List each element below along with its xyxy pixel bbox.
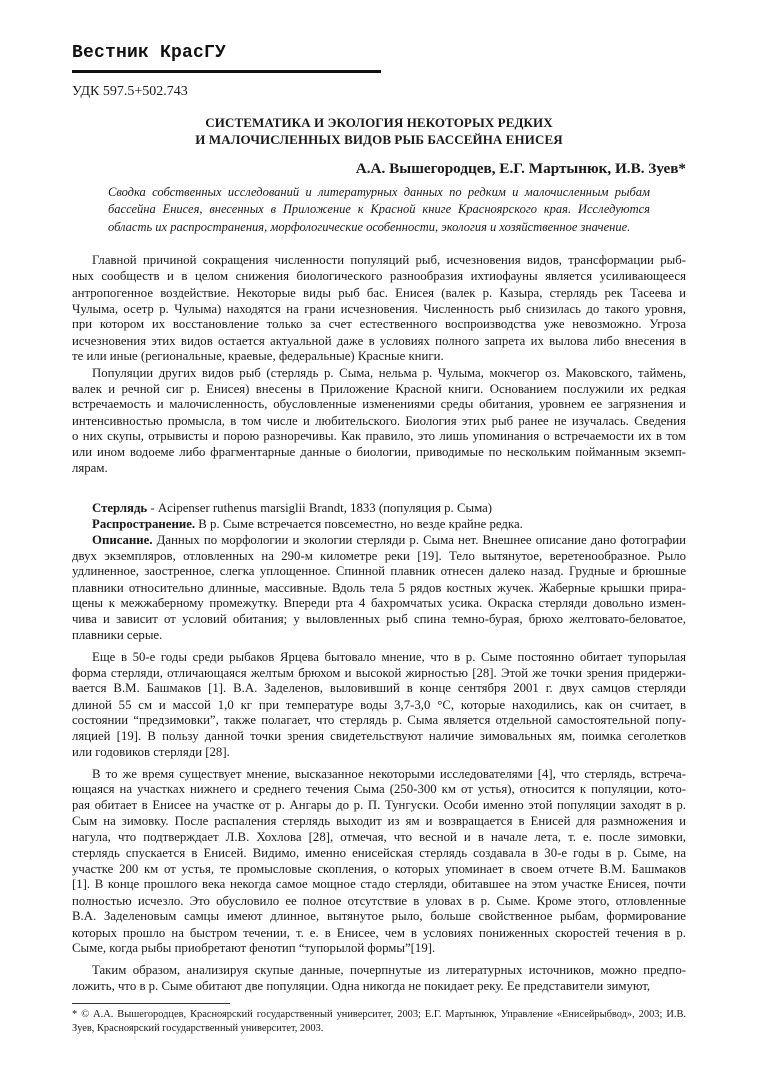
body-line: ложить, что в р. Сыме обитают две популяции. Одна никогда не покидает реку. Ее представители зимуют, (72, 979, 651, 993)
body-line: состоянии “предзимовки”, также полагает, что стерлядь р. Сыма является отдельной самостоятельной попу- (72, 713, 686, 728)
body-line: двух экземпляров, отловленных на 290-м километре реки [19]. Тело вытянутое, веретенообразное. Рыло (72, 548, 686, 563)
body-line: Сыме, когда рыбы приобретают фенотип “тупорылой формы”[19]. (72, 940, 436, 955)
body-line: нагула, что подтверждает Л.В. Хохлова [28], отмечая, что весной и в начале лета, т. е. после зимовки, (72, 830, 686, 845)
header-rule (72, 70, 381, 73)
body-line: форма стерляди, отличающаяся желтым брюхом и высокой жирностью [28]. Этой же точки зрения придержи- (72, 665, 686, 680)
article-title-line-2: И МАЛОЧИСЛЕННЫХ ВИДОВ РЫБ БАССЕЙНА ЕНИСЕЯ (195, 132, 563, 147)
body-line: при котором их восстановление только за счет естественного воспроизводства уже невозможно. Угроза (72, 317, 686, 332)
body-line: В.А. Заделеновым самцы имеют длинное, вытянутое рыло, больше свойственное рыбам, формирование (72, 909, 686, 924)
body-line: исчезновения этих видов остается актуальной даже в условиях полного запрета их вылова либо внесения в (72, 333, 686, 348)
body-line: длиной 55 см и массой 1,0 кг при температуре воды 3,7-3,0 °С, которые находились, как он считает, в (72, 697, 686, 712)
body-line: Таким образом, анализируя скупые данные, почерпнутые из литературных источников, можно предпо- (92, 962, 686, 977)
body-line: Описание. Данных по морфологии и экологии стерляди р. Сыма нет. Внешнее описание дано фотографии (92, 532, 686, 547)
body-line: Распространение. В р. Сыме встречается повсеместно, но везде крайне редка. (92, 517, 523, 532)
body-line: вается В.М. Башмаков [1]. В.А. Заделенов, выловивший в конце сентября 2001 г. двух самцов стерляди (72, 681, 686, 696)
body-line: щены к межжаберному промежутку. Впереди рта 4 бахромчатых усика. Окраска стерляди довольно измен- (72, 596, 686, 610)
body-line: или годовиков стерляди [28]. (72, 744, 230, 759)
journal-name: Вестник КрасГУ (72, 43, 227, 63)
body-line: о них скупы, отрывисты и порою разноречивы. Как правило, это лишь упоминания о встречаемости их в том (72, 429, 686, 444)
body-line: те или иные (региональные, краевые, федеральные) Красные книги. (72, 349, 444, 364)
body-line: Сым на зимовку. После распаления стерлядь выходит из ям и возвращается в Енисей для размножения и (72, 813, 686, 828)
body-line: удлиненное, заостренное, слегка уплощенное. Спинной плавник отнесен далеко назад. Грудные и брюшные (72, 564, 686, 579)
body-line: ных сообществ и в целом снижения биологического разнообразия ихтиофауны является усиливающееся (72, 269, 686, 284)
body-line: чива и зависит от условий обитания; у выловленных рыб спина темно-бурая, брюхо желтовато-беловатое, (72, 612, 686, 627)
body-line: или ином водоеме либо фрагментарные данные о биологии, приводимые по нескольким пойманным экземп- (72, 445, 686, 460)
body-line: Стерлядь - Acipenser ruthenus marsiglii Brandt, 1833 (популяция р. Сыма) (92, 500, 493, 515)
body-line: Еще в 50-е годы среди рыбаков Ярцева бытовало мнение, что в р. Сыме постоянно обитает тупорылая (92, 649, 686, 664)
body-line: валек и речной сиг р. Енисея) внесены в Приложение Красной книги. Основанием послужили их редкая (72, 381, 686, 396)
body-line: ющаяся на участках нижнего и среднего течения Сыма (250-300 км от устья), относится к популяции, кото- (72, 782, 686, 797)
udc-code: УДК 597.5+502.743 (72, 84, 188, 99)
body-line: антропогенное воздействие. Некоторые виды рыб бас. Енисея (валек р. Казыра, стерлядь рек Тасеева и (72, 285, 686, 300)
body-line: которых прошло на быстром течении, т. е. в Енисее, чем в условиях пониженных скоростей течения в р. (72, 925, 686, 940)
footnote-rule (72, 1003, 230, 1004)
body-line: ляцией [19]. В пользу данной точки зрения свидетельствуют наличие зимовальных ям, поимка сеголетков (72, 729, 686, 744)
body-line: Главной причиной сокращения численности популяций рыб, исчезновения видов, трансформации рыб- (92, 253, 686, 267)
article-title-line-1: СИСТЕМАТИКА И ЭКОЛОГИЯ НЕКОТОРЫХ РЕДКИХ (205, 115, 553, 130)
abstract: Сводка собственных исследований и литературных данных по редким и малочисленным рыбам бассейна Енисея, внесенных в Приложение к Красной книге Красноярского края. Исследуются область их распространения, морфологические особенности, экология и хозяйственное значение. (108, 185, 650, 234)
body-line: плавники серые. (72, 627, 163, 642)
body-line: плавники относительно длинные, массивные. Вдоль тела 5 рядов костных жучек. Жаберные крышки прира- (72, 580, 686, 595)
body-line: интенсивностью промысла, в том числе и любительского. Биология этих рыб ранее не изучалась. Сведения (72, 413, 686, 428)
body-line: Чулыма, осетр р. Чулыма) находятся на грани исчезновения. Численность рыб снизилась до такого уровня, (72, 302, 686, 316)
body-line: полностью исчезло. Это обусловило ее полное отсутствие в уловах в р. Сыме. Кроме этого, отловленные (72, 893, 686, 908)
footnote: * © А.А. Вышегородцев, Красноярский государственный университет, 2003; Е.Г. Мартынюк, Управление «Енисейрыбвод», 2003; И.В. Зуев, Красноярский государственный университет, 2003. (72, 1009, 686, 1034)
body-line: участке 200 км от устья, те промысловые скопления, о которых упоминает в своем отчете В.М. Башмаков (72, 861, 686, 876)
body-line: В то же время существует мнение, высказанное некоторыми исследователями [4], что стерлядь, встреча- (92, 766, 686, 781)
authors: А.А. Вышегородцев, Е.Г. Мартынюк, И.В. Зуев* (355, 160, 686, 177)
body-line: Популяции других видов рыб (стерлядь р. Сыма, нельма р. Чулыма, мокчегор оз. Маковского, таймень, (92, 365, 686, 380)
body-line: встречаемость и малочисленность, обусловленные изменениями среды обитания, уровнем ее загрязнения и (72, 397, 686, 412)
body-line: стерлядь спускается в Енисей. Видимо, именно енисейская стерлядь создавала в 30-е годы в р. Сыме, на (72, 845, 686, 860)
body-line: лярам. (72, 460, 108, 475)
body-line: рая обитает в Енисее на участке от р. Ангары до р. П. Тунгуски. Особи именно этой популяции заходят в р. (72, 798, 686, 813)
body-line: [1]. В конце прошлого века некогда самое мощное стадо стерляди, обитавшее на этом участке Енисея, почти (72, 877, 686, 892)
